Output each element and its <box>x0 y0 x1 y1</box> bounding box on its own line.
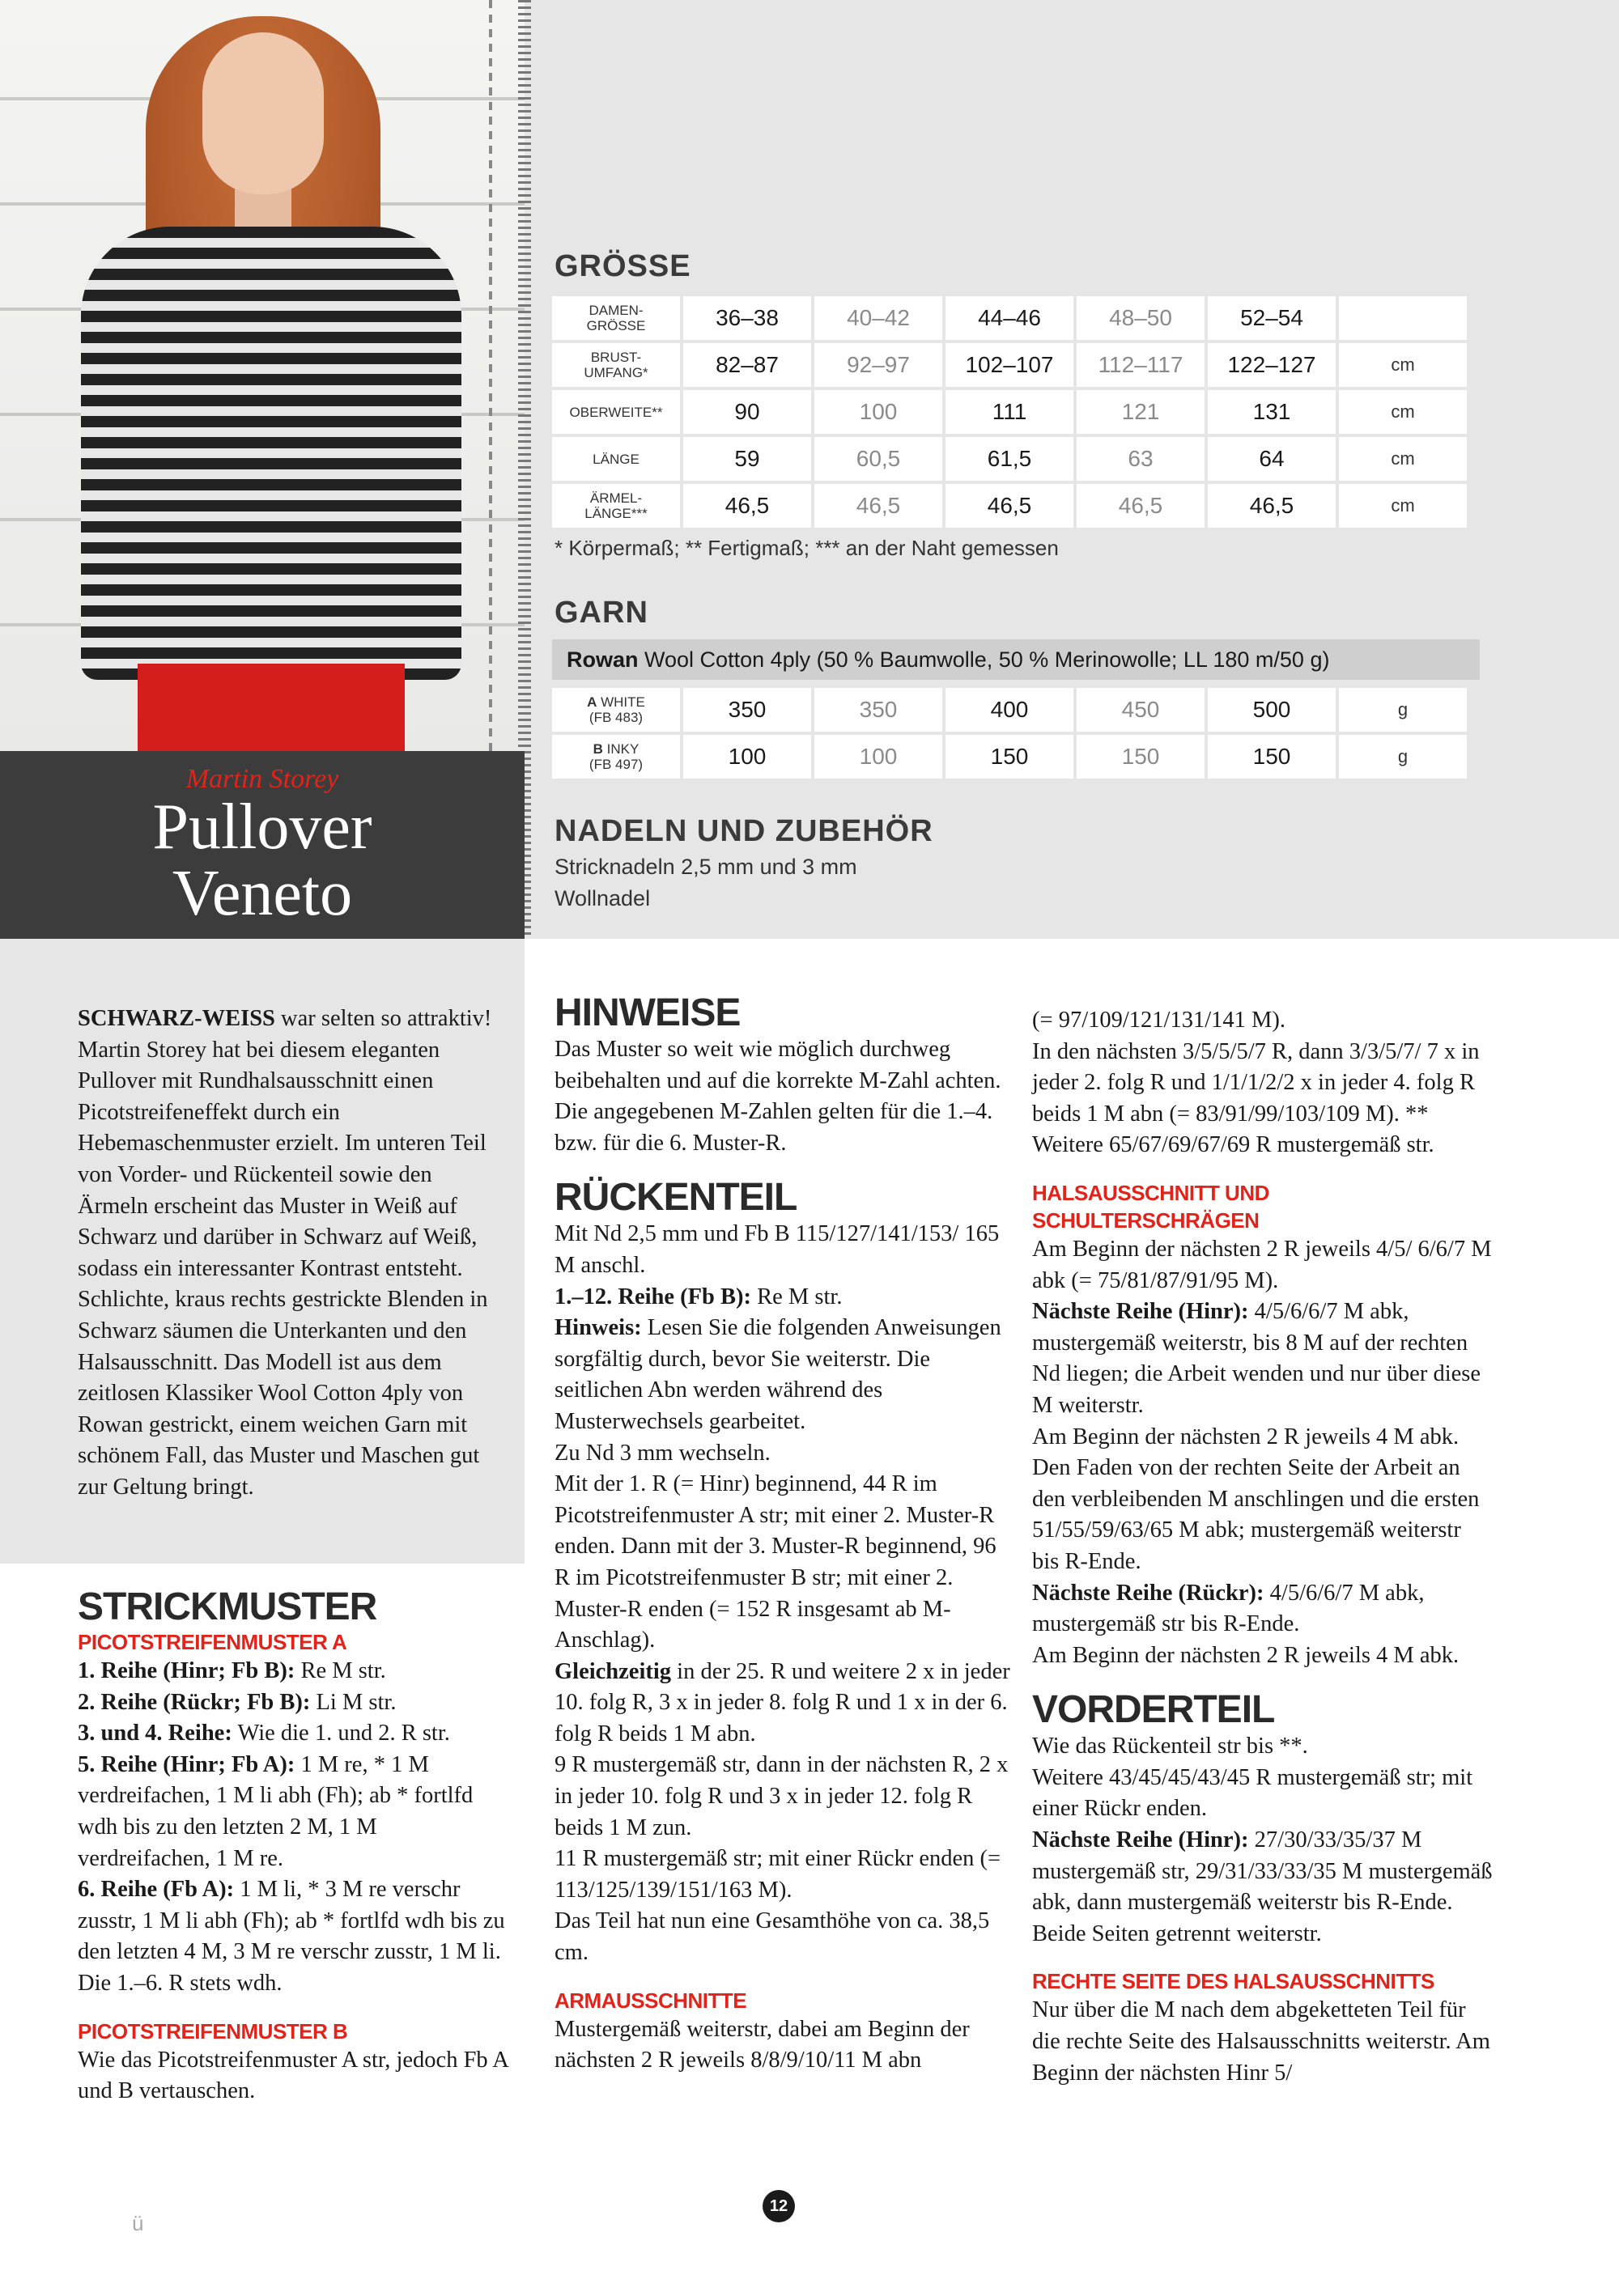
size-row-label: DAMEN- GRÖSSE <box>552 296 680 340</box>
size-cell: 112–117 <box>1077 343 1205 387</box>
yarn-cell: 150 <box>1077 735 1205 779</box>
column-2 <box>555 992 1012 2077</box>
picot-a-heading: PICOTSTREIFENMUSTER A <box>78 1630 347 1654</box>
vorder-p2: Weitere 43/45/45/43/45 R mustergemäß str; mit einer Rückr enden. <box>1032 1764 1473 1822</box>
size-row <box>552 390 1467 434</box>
yarn-row <box>552 688 1467 732</box>
size-cell: 121 <box>1077 390 1205 434</box>
size-cell: 46,5 <box>945 484 1073 528</box>
col3-p1: (= 97/109/121/131/141 M). <box>1032 1008 1285 1033</box>
size-cell: 61,5 <box>945 437 1073 481</box>
hals-p4-bold: Nächste Reihe (Rückr): <box>1032 1580 1264 1606</box>
vorder-p3-bold: Nächste Reihe (Hinr): <box>1032 1827 1249 1853</box>
needles-line-2: Wollnadel <box>555 886 651 910</box>
size-cell: 52–54 <box>1208 296 1336 340</box>
rueckenteil-p6 <box>555 1657 1012 1751</box>
rueckenteil-p5: Mit der 1. R (= Hinr) beginnend, 44 R im Picotstreifenmuster A str; mit einer 2. Muster-R enden. Dann mit der 3. Muster-R beginnend, 96 R im Picotstreifenmuster B str; mit einer 2. Muster-R enden (= 152 R insgesamt ab M-Anschlag). <box>555 1471 996 1653</box>
picot-a-row <box>78 1874 515 1999</box>
page-number: 12 <box>763 2190 795 2222</box>
size-row-label: LÄNGE <box>552 437 680 481</box>
size-unit <box>1339 296 1467 340</box>
yarn-color-number: (FB 497) <box>589 757 644 772</box>
picot-a-row-text: Li M str. <box>310 1689 397 1715</box>
picot-a-row <box>78 1687 515 1719</box>
size-row <box>552 343 1467 387</box>
rechte-p1: Nur über die M nach dem abgeketteten Teil für die rechte Seite des Halsausschnitts weiterstr. Am Beginn der nächsten Hinr 5/ <box>1032 1997 1490 2086</box>
picot-a-row <box>78 1750 515 1874</box>
rueckenteil-p4: Zu Nd 3 mm wechseln. <box>555 1440 771 1466</box>
intro-body: war selten so attraktiv! Martin Storey hat bei diesem eleganten Pullover mit Rundhalsausschnitt einen Picotstreifeneffekt durch ein Hebemaschenmuster erzielt. Im unteren Teil von Vorder- und Rückenteil sowie den Ärmeln erscheint das Muster in Weiß auf Schwarz und darüber in Schwarz auf Weiß, sodass ein interessanter Kontrast entsteht. Schlichte, kraus rechts gestrickte Blenden in Schwarz säumen die Unterkanten und den Halsausschnitt. Das Modell ist aus dem zeitlosen Klassiker Wool Cotton 4ply von Rowan gestrickt, einem weichen Garn mit schönem Fall, das Muster und Maschen gut zur Geltung bringt. <box>78 1006 492 1500</box>
size-cell: 63 <box>1077 437 1205 481</box>
rueckenteil-p3-bold: Hinweis: <box>555 1315 642 1341</box>
size-cell: 102–107 <box>945 343 1073 387</box>
yarn-heading: GARN <box>555 596 648 630</box>
hals-p4-text: 4/5/6/6/7 M abk, mustergemäß str bis R-Ende. <box>1032 1580 1425 1637</box>
size-cell: 48–50 <box>1077 296 1205 340</box>
yarn-cell: 150 <box>1208 735 1336 779</box>
size-row <box>552 484 1467 528</box>
size-row-label: OBERWEITE** <box>552 390 680 434</box>
picot-a-row-text: Re M str. <box>295 1658 386 1683</box>
picot-a-row-label: 3. und 4. Reihe: <box>78 1721 232 1746</box>
yarn-cell: 400 <box>945 688 1073 732</box>
yarn-cell: 450 <box>1077 688 1205 732</box>
rueckenteil-p9: Das Teil hat nun eine Gesamthöhe von ca. 38,5 cm. <box>555 1908 990 1966</box>
hals-p5: Am Beginn der nächsten 2 R jeweils 4 M abk. <box>1032 1642 1460 1668</box>
yarn-row <box>552 735 1467 779</box>
size-unit: cm <box>1339 437 1467 481</box>
rueckenteil-p2-text: Re M str. <box>751 1284 843 1309</box>
red-trousers <box>138 664 405 751</box>
size-cell: 44–46 <box>945 296 1073 340</box>
rueckenteil-p2 <box>555 1282 1012 1314</box>
yarn-code: A <box>587 694 597 710</box>
size-cell: 36–38 <box>683 296 811 340</box>
size-cell: 64 <box>1208 437 1336 481</box>
yarn-description <box>552 639 1480 680</box>
vorderteil-heading: VORDERTEIL <box>1032 1688 1275 1732</box>
intro-text <box>78 1004 499 1504</box>
size-unit: cm <box>1339 343 1467 387</box>
yarn-cell: 100 <box>683 735 811 779</box>
yarn-cell: 150 <box>945 735 1073 779</box>
vorder-p3 <box>1032 1825 1494 1950</box>
size-row-label: BRUST- UMFANG* <box>552 343 680 387</box>
picot-a-row-label: 2. Reihe (Rückr; Fb B): <box>78 1689 311 1715</box>
model-photo <box>0 0 525 751</box>
size-cell: 122–127 <box>1208 343 1336 387</box>
yarn-spec: Wool Cotton 4ply (50 % Baumwolle, 50 % Merinowolle; LL 180 m/50 g) <box>644 647 1330 672</box>
hinweise-p1: Das Muster so weit wie möglich durchweg beibehalten und auf die korrekte M-Zahl achten. <box>555 1037 1001 1093</box>
size-heading: GRÖSSE <box>555 249 691 283</box>
picot-a-instructions <box>78 1656 515 2000</box>
strickmuster-heading: STRICKMUSTER <box>78 1585 377 1628</box>
size-table <box>549 293 1470 531</box>
size-cell: 46,5 <box>683 484 811 528</box>
hals-p4 <box>1032 1578 1494 1640</box>
size-cell: 46,5 <box>1077 484 1205 528</box>
hals-p1: Am Beginn der nächsten 2 R jeweils 4/5/ 6/6/7 M abk (= 75/81/87/91/95 M). <box>1032 1236 1492 1293</box>
intro-lead: SCHWARZ-WEISS <box>78 1006 275 1031</box>
vorder-p3-text: 27/30/33/35/37 M mustergemäß str, 29/31/33/33/35 M mustergemäß abk, dann mustergemäß weiterstr bis R-Ende. Beide Seiten getrennt weiterstr. <box>1032 1827 1493 1946</box>
yarn-row-label <box>552 735 680 779</box>
size-cell: 100 <box>814 390 942 434</box>
yarn-brand: Rowan <box>567 647 639 672</box>
size-cell: 131 <box>1208 390 1336 434</box>
col3-p2: In den nächsten 3/5/5/5/7 R, dann 3/3/5/7/ 7 x in jeder 2. folg R und 1/1/1/2/2 x in jeder 4. folg R beids 1 M abn (= 83/91/99/103/109 M). ** <box>1032 1038 1480 1127</box>
armausschnitte-heading: ARMAUSSCHNITTE <box>555 1988 747 2013</box>
rueckenteil-heading: RÜCKENTEIL <box>555 1176 797 1220</box>
hals-p2-text: 4/5/6/6/7 M abk, mustergemäß weiterstr, bis 8 M auf der rechten Nd liegen; die Arbeit wenden und nur über diese M weiterstr. <box>1032 1299 1481 1418</box>
rueckenteil-p3 <box>555 1313 1012 1437</box>
yarn-cell: 500 <box>1208 688 1336 732</box>
rueckenteil-p8: 11 R mustergemäß str; mit einer Rückr enden (= 113/125/139/151/163 M). <box>555 1846 1001 1903</box>
picot-a-row-label: 5. Reihe (Hinr; Fb A): <box>78 1751 295 1777</box>
size-cell: 82–87 <box>683 343 811 387</box>
picot-a-row-text: Wie die 1. und 2. R str. <box>232 1721 450 1746</box>
armausschnitte-p1: Mustergemäß weiterstr, dabei am Beginn der nächsten 2 R jeweils 8/8/9/10/11 M abn <box>555 2016 970 2073</box>
hals-p3: Am Beginn der nächsten 2 R jeweils 4 M abk. Den Faden von der rechten Seite der Arbeit an den verbleibenden M anschlingen und die ersten 51/55/59/63/65 M abk; mustergemäß weiterstr bis R-Ende. <box>1032 1424 1480 1574</box>
size-cell: 59 <box>683 437 811 481</box>
size-unit: cm <box>1339 484 1467 528</box>
pattern-title-line1: Pullover <box>152 792 372 863</box>
picot-a-row-label: 1. Reihe (Hinr; Fb B): <box>78 1658 295 1683</box>
hinweise-heading: HINWEISE <box>555 991 741 1034</box>
yarn-cell: 100 <box>814 735 942 779</box>
picot-a-row <box>78 1718 515 1750</box>
picot-b-heading: PICOTSTREIFENMUSTER B <box>78 2018 348 2043</box>
rueckenteil-p2-bold: 1.–12. Reihe (Fb B): <box>555 1284 752 1309</box>
yarn-row-label <box>552 688 680 732</box>
needles-line-1: Stricknadeln 2,5 mm und 3 mm <box>555 855 857 879</box>
size-cell: 46,5 <box>1208 484 1336 528</box>
hals-p2-bold: Nächste Reihe (Hinr): <box>1032 1299 1249 1325</box>
picot-b-text: Wie das Picotstreifenmuster A str, jedoch Fb A und B vertauschen. <box>78 2047 508 2104</box>
picot-a-row <box>78 1656 515 1687</box>
rueckenteil-p7: 9 R mustergemäß str, dann in der nächsten R, 2 x in jeder 10. folg R und 3 x in jeder 12. folg R beids 1 M zun. <box>555 1752 1009 1840</box>
yarn-cell: 350 <box>814 688 942 732</box>
vorder-p1: Wie das Rückenteil str bis **. <box>1032 1734 1308 1759</box>
size-row-label: ÄRMEL- LÄNGE*** <box>552 484 680 528</box>
rueckenteil-p3-text: Lesen Sie die folgenden Anweisungen sorgfältig durch, bevor Sie weiterstr. Die seitlichen Abn werden während des Musterwechsels gearbeitet. <box>555 1315 1001 1434</box>
col3-p3: Weitere 65/67/69/67/69 R mustergemäß str. <box>1032 1132 1434 1158</box>
yarn-table <box>549 685 1470 782</box>
size-cell: 92–97 <box>814 343 942 387</box>
size-row <box>552 296 1467 340</box>
yarn-unit: g <box>1339 735 1467 779</box>
size-cell: 90 <box>683 390 811 434</box>
rechte-seite-heading: RECHTE SEITE DES HALSAUSSCHNITTS <box>1032 1969 1434 1994</box>
picot-a-row-text: 1 M li, * 3 M re verschr zusstr, 1 M li abh (Fh); ab * fortlfd wdh bis zu den letzten 4 M, 3 M re verschr zusstr, 1 M li. Die 1.–6. R stets wdh. <box>78 1877 505 1996</box>
size-unit: cm <box>1339 390 1467 434</box>
halsausschnitt-heading: HALSAUSSCHNITT UND SCHULTERSCHRÄGEN <box>1032 1180 1269 1233</box>
yarn-code: B <box>593 741 603 757</box>
size-cell: 46,5 <box>814 484 942 528</box>
strickmuster-section <box>78 1586 515 2107</box>
designer-name: Martin Storey <box>185 764 339 794</box>
rueckenteil-p6-text: in der 25. R und weitere 2 x in jeder 10. folg R, 3 x in jeder 8. folg R und 1 x in der 6. folg R beids 1 M abn. <box>555 1658 1010 1746</box>
yarn-color-name: INKY <box>606 741 640 757</box>
column-3 <box>1032 1005 1494 2089</box>
size-cell: 111 <box>945 390 1073 434</box>
size-row <box>552 437 1467 481</box>
needles-heading: NADELN UND ZUBEHÖR <box>555 814 933 848</box>
picot-a-row-text: 1 M re, * 1 M verdreifachen, 1 M li abh (Fh); ab * fortlfd wdh bis zu den letzten 2 M, 1 M verdreifachen, 1 M re. <box>78 1751 474 1871</box>
striped-pullover <box>81 227 461 680</box>
hals-p2 <box>1032 1297 1494 1421</box>
yarn-color-number: (FB 483) <box>589 710 644 725</box>
size-cell: 40–42 <box>814 296 942 340</box>
rueckenteil-p6-bold: Gleichzeitig <box>555 1658 672 1684</box>
yarn-color-name: WHITE <box>601 694 645 710</box>
pattern-title-line2: Veneto <box>172 858 353 929</box>
yarn-cell: 350 <box>683 688 811 732</box>
picot-a-row-label: 6. Reihe (Fb A): <box>78 1877 235 1903</box>
hinweise-p2: Die angegebenen M-Zahlen gelten für die 1.–4. bzw. für die 6. Muster-R. <box>555 1099 993 1156</box>
size-footnote: * Körpermaß; ** Fertigmaß; *** an der Naht gemessen <box>555 536 1059 560</box>
footer-mark: ü <box>132 2211 144 2235</box>
size-cell: 60,5 <box>814 437 942 481</box>
rueckenteil-p1: Mit Nd 2,5 mm und Fb B 115/127/141/153/ 165 M anschl. <box>555 1221 1000 1278</box>
model-face <box>202 32 324 194</box>
yarn-unit: g <box>1339 688 1467 732</box>
